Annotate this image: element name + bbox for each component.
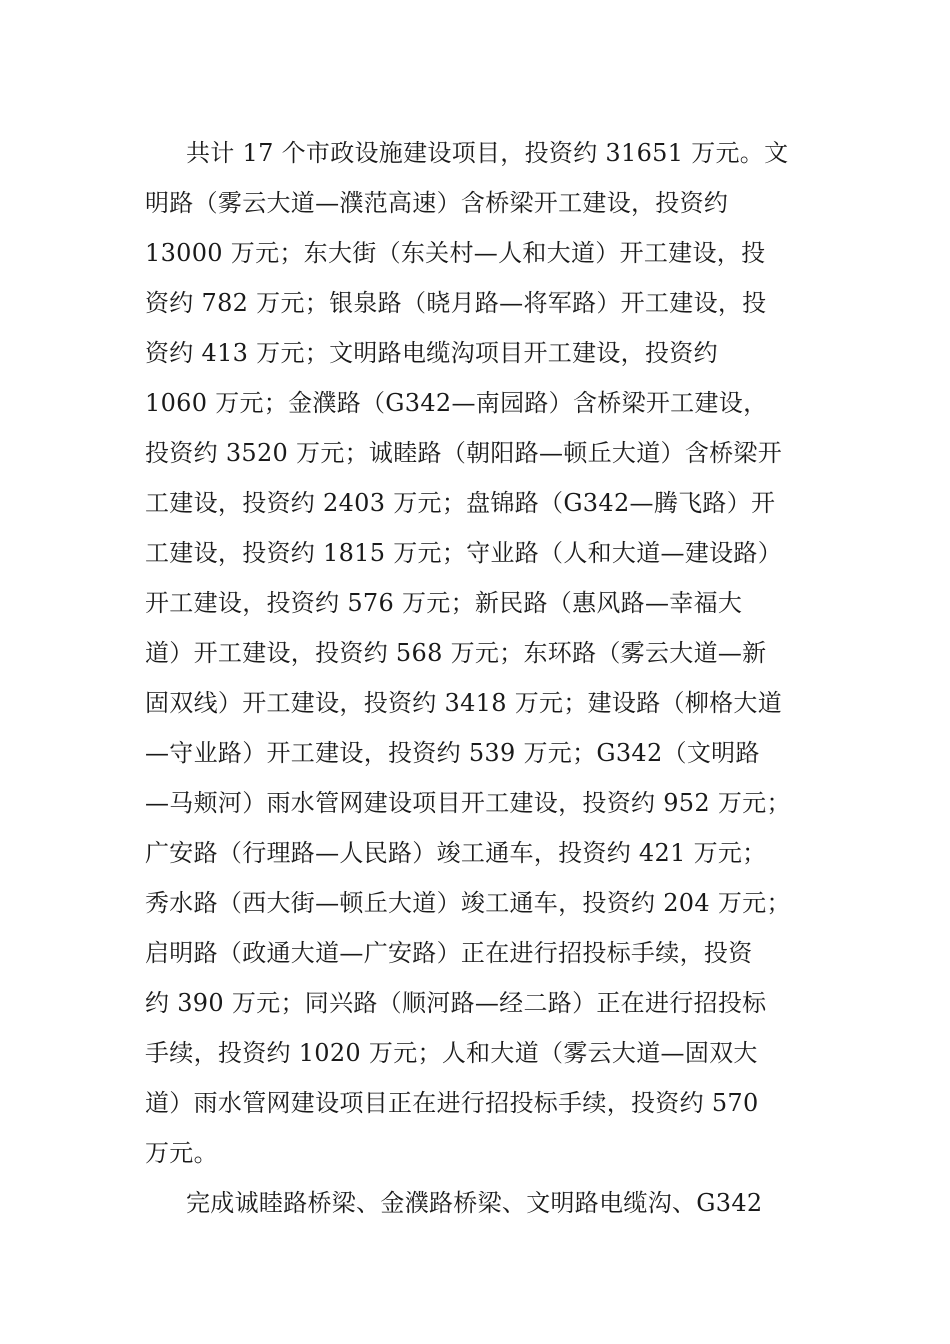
paragraph-1-line-6: 1060 万元；金濮路（G342—南园路）含桥梁开工建设， [145, 389, 768, 417]
paragraph-1-line-15: 广安路（行理路—人民路）竣工通车，投资约 421 万元； [145, 839, 767, 867]
paragraph-1-line-19: 手续，投资约 1020 万元；人和大道（雾云大道—固双大 [145, 1039, 758, 1067]
paragraph-1-line-18: 约 390 万元；同兴路（顺河路—经二路）正在进行招投标 [145, 989, 767, 1017]
paragraph-1-line-17: 启明路（政通大道—广安路）正在进行招投标手续，投资 [145, 939, 753, 967]
paragraph-1-line-8: 工建设，投资约 2403 万元；盘锦路（G342—腾飞路）开 [145, 489, 776, 517]
paragraph-1-line-11: 道）开工建设，投资约 568 万元；东环路（雾云大道—新 [145, 639, 767, 667]
paragraph-1-line-9: 工建设，投资约 1815 万元；守业路（人和大道—建设路） [145, 539, 783, 567]
paragraph-1-line-10: 开工建设，投资约 576 万元；新民路（惠风路—幸福大 [145, 589, 743, 617]
paragraph-1-line-2: 明路（雾云大道—濮范高速）含桥梁开工建设，投资约 [145, 189, 729, 217]
paragraph-1-line-13: —守业路）开工建设，投资约 539 万元；G342（文明路 [145, 739, 760, 767]
paragraph-1-line-5: 资约 413 万元；文明路电缆沟项目开工建设，投资约 [145, 339, 718, 367]
paragraph-2-line-1: 完成诚睦路桥梁、金濮路桥梁、文明路电缆沟、G342 [186, 1189, 763, 1217]
paragraph-1-line-4: 资约 782 万元；银泉路（晓月路—将军路）开工建设，投 [145, 289, 767, 317]
paragraph-1-line-12: 固双线）开工建设，投资约 3418 万元；建设路（柳格大道 [145, 689, 783, 717]
paragraph-1-line-14: —马颊河）雨水管网建设项目开工建设，投资约 952 万元； [145, 789, 791, 817]
paragraph-1-line-21: 万元。 [145, 1139, 218, 1167]
paragraph-1-line-1: 共计 17 个市政设施建设项目，投资约 31651 万元。文 [186, 139, 789, 167]
paragraph-1-line-3: 13000 万元；东大街（东关村—人和大道）开工建设，投 [145, 239, 766, 267]
paragraph-1-line-7: 投资约 3520 万元；诚睦路（朝阳路—顿丘大道）含桥梁开 [145, 439, 783, 467]
paragraph-1-line-16: 秀水路（西大街—顿丘大道）竣工通车，投资约 204 万元； [145, 889, 791, 917]
paragraph-1-line-20: 道）雨水管网建设项目正在进行招投标手续，投资约 570 [145, 1089, 759, 1117]
